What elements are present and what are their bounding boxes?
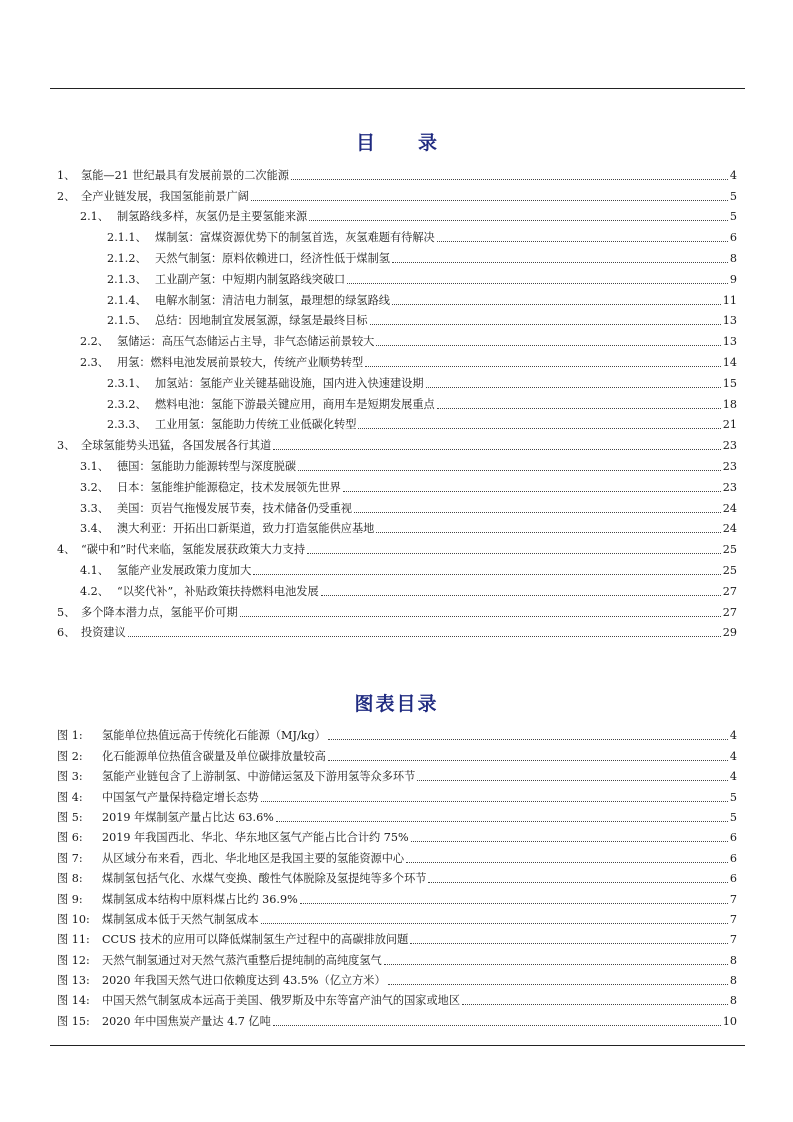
toc-entry[interactable] [0, 287, 793, 308]
figure-entry-leader [384, 964, 728, 965]
figure-entry-number: 图 2: [57, 749, 83, 763]
toc-entry-title: “以奖代补”，补贴政策扶持燃料电池发展 [117, 584, 319, 598]
toc-entry[interactable] [0, 599, 793, 620]
figure-entry-page: 10 [722, 1014, 737, 1028]
figure-entry-page: 4 [729, 729, 737, 743]
toc-entry-title: 德国：氢能助力能源转型与深度脱碳 [117, 459, 297, 473]
toc-entry-number: 3.1、 [80, 459, 109, 473]
figure-entry[interactable] [0, 907, 793, 927]
figure-entry[interactable] [0, 723, 793, 743]
toc-entry-title: 工业用氢：氢能助力传统工业低碳化转型 [155, 418, 357, 432]
figure-entry-number: 图 7: [57, 851, 83, 865]
figure-entry-page: 6 [729, 831, 737, 845]
toc-entry-leader [251, 200, 728, 201]
toc-entry-number: 2.1、 [80, 210, 109, 224]
figure-entry-title: 煤制氢成本低于天然气制氢成本 [102, 912, 259, 926]
toc-entry[interactable] [0, 370, 793, 391]
toc-entry[interactable] [0, 349, 793, 370]
toc-entry-title: 制氢路线多样，灰氢仍是主要氢能来源 [117, 210, 308, 224]
figure-entry-title: 从区域分布来看，西北、华北地区是我国主要的氢能资源中心 [102, 851, 405, 865]
figure-entry-number: 图 1: [57, 729, 83, 743]
figure-entry[interactable] [0, 743, 793, 763]
toc-entry-leader [128, 636, 721, 637]
toc-entry-leader [437, 241, 728, 242]
toc-entry-title: 日本：氢能维护能源稳定，技术发展领先世界 [117, 480, 341, 494]
figure-entry[interactable] [0, 866, 793, 886]
toc-entry-title: 加氢站：氢能产业关键基础设施，国内进入快速建设期 [155, 376, 424, 390]
toc-title: 目 录 [355, 132, 449, 154]
figure-entry[interactable] [0, 947, 793, 967]
figure-entry[interactable] [0, 764, 793, 784]
toc-entry-number: 2.1.1、 [107, 231, 147, 245]
list-of-figures [0, 723, 793, 1029]
toc-entry-page: 5 [729, 210, 737, 224]
figure-entry-leader [261, 801, 728, 802]
figure-entry-title: 天然气制氢通过对天然气蒸汽重整后提纯制的高纯度氢气 [102, 953, 382, 967]
toc-entry-number: 2.3.3、 [107, 418, 147, 432]
figure-entry-page: 6 [729, 872, 737, 886]
toc-entry-leader [343, 491, 721, 492]
toc-entry-title: 全产业链发展，我国氢能前景广阔 [81, 189, 249, 203]
toc-entry-leader [354, 512, 721, 513]
toc-entry-page: 5 [729, 189, 737, 203]
toc-entry-number: 4.2、 [80, 584, 109, 598]
figures-title: 图表目录 [354, 693, 439, 715]
toc-entry-page: 25 [722, 543, 737, 557]
toc-entry-title: 美国：页岩气拖慢发展节奏，技术储备仍受重视 [117, 501, 352, 515]
toc-entry-title: 总结：因地制宜发展氢源，绿氢是最终目标 [155, 314, 368, 328]
figure-entry[interactable] [0, 805, 793, 825]
toc-entry[interactable] [0, 224, 793, 245]
toc-entry-title: 全球氢能势头迅猛，各国发展各行其道 [81, 439, 272, 453]
toc-entry-title: 燃料电池：氢能下游最关键应用，商用车是短期发展重点 [155, 397, 435, 411]
figure-entry-title: 2020 年我国天然气进口依赖度达到 43.5%（亿立方米） [102, 974, 386, 988]
toc-entry[interactable] [0, 516, 793, 537]
figure-entry-leader [411, 841, 728, 842]
toc-entry-leader [240, 616, 721, 617]
toc-entry-number: 2.1.5、 [107, 314, 147, 328]
toc-entry-page: 23 [722, 459, 737, 473]
figure-entry-leader [328, 739, 728, 740]
toc-entry-title: 多个降本潜力点，氢能平价可期 [81, 605, 238, 619]
toc-entry-page: 29 [722, 626, 737, 640]
figure-entry-page: 4 [729, 749, 737, 763]
figure-entry-number: 图 11: [57, 933, 90, 947]
toc-entry-leader [358, 428, 720, 429]
figure-entry[interactable] [0, 968, 793, 988]
toc-entry-page: 27 [722, 605, 737, 619]
figure-entry-title: 氢能单位热值远高于传统化石能源（MJ/kg） [102, 729, 326, 743]
toc-entry-page: 24 [722, 522, 737, 536]
toc-entry-number: 4、 [57, 543, 76, 557]
figure-entry-number: 图 5: [57, 810, 83, 824]
toc-entry-leader [307, 553, 721, 554]
figure-entry-leader [428, 882, 727, 883]
figure-entry-leader [300, 903, 728, 904]
toc-entry-number: 3.2、 [80, 480, 109, 494]
figure-entry-leader [276, 821, 728, 822]
header-rule [50, 88, 745, 89]
toc-entry-leader [253, 574, 720, 575]
toc-entry-leader [437, 408, 721, 409]
toc-entry-leader [376, 532, 720, 533]
figure-entry-title: 氢能产业链包含了上游制氢、中游储运氢及下游用氢等众多环节 [102, 770, 416, 784]
figure-entry[interactable] [0, 886, 793, 906]
toc-entry-leader [370, 324, 721, 325]
figure-entry-title: 化石能源单位热值含碳量及单位碳排放量较高 [102, 749, 326, 763]
toc-entry-leader [376, 345, 720, 346]
toc-entry[interactable] [0, 578, 793, 599]
toc-entry-page: 13 [722, 335, 737, 349]
toc-entry-page: 14 [722, 355, 737, 369]
toc-entry-page: 25 [722, 563, 737, 577]
toc-entry-leader [291, 179, 728, 180]
figure-entry-page: 4 [729, 770, 737, 784]
figure-entry-number: 图 10: [57, 912, 90, 926]
toc-entry-page: 6 [729, 231, 737, 245]
toc-entry-number: 1、 [57, 168, 76, 182]
figure-entry[interactable] [0, 1008, 793, 1028]
toc-entry-page: 23 [722, 480, 737, 494]
toc-entry-number: 4.1、 [80, 563, 109, 577]
toc-entry-leader [273, 449, 721, 450]
figure-entry-number: 图 13: [57, 974, 90, 988]
figure-entry-leader [328, 760, 728, 761]
toc-entry-number: 2.3、 [80, 355, 109, 369]
toc-entry-page: 21 [722, 418, 737, 432]
toc-entry-number: 5、 [57, 605, 76, 619]
figure-entry-number: 图 9: [57, 892, 83, 906]
toc-entry[interactable] [0, 620, 793, 641]
toc-entry-title: 工业副产氢：中短期内制氢路线突破口 [155, 272, 346, 286]
toc-entry[interactable] [0, 308, 793, 329]
toc-entry[interactable] [0, 245, 793, 266]
toc-entry[interactable] [0, 162, 793, 183]
toc-entry-leader [426, 387, 721, 388]
toc-entry[interactable] [0, 474, 793, 495]
toc-entry[interactable] [0, 536, 793, 557]
toc-entry-number: 3、 [57, 439, 76, 453]
figure-entry-number: 图 12: [57, 953, 90, 967]
toc-entry[interactable] [0, 391, 793, 412]
toc-entry-leader [321, 595, 721, 596]
figure-entry-number: 图 14: [57, 994, 90, 1008]
toc-entry-number: 2.3.1、 [107, 376, 147, 390]
figure-entry-number: 图 4: [57, 790, 83, 804]
toc-entry[interactable] [0, 432, 793, 453]
table-of-contents [0, 162, 793, 640]
toc-entry-title: 电解水制氢：清洁电力制氢，最理想的绿氢路线 [155, 293, 390, 307]
figure-entry-page: 8 [729, 953, 737, 967]
toc-entry-title: 氢储运：高压气态储运占主导，非气态储运前景较大 [117, 335, 375, 349]
figure-entry-leader [273, 1025, 721, 1026]
figure-entry-number: 图 3: [57, 770, 83, 784]
figure-entry-number: 图 6: [57, 831, 83, 845]
figure-entry-page: 8 [729, 994, 737, 1008]
toc-entry[interactable] [0, 204, 793, 225]
figure-entry-page: 5 [729, 790, 737, 804]
toc-entry-title: 天然气制氢：原料依赖进口，经济性低于煤制氢 [155, 251, 390, 265]
figure-entry[interactable] [0, 845, 793, 865]
toc-entry[interactable] [0, 495, 793, 516]
toc-entry[interactable] [0, 453, 793, 474]
figure-entry-leader [417, 780, 728, 781]
figure-entry-page: 7 [729, 933, 737, 947]
figure-entry-leader [410, 943, 728, 944]
toc-entry[interactable] [0, 266, 793, 287]
toc-entry-number: 3.3、 [80, 501, 109, 515]
toc-entry-page: 27 [722, 584, 737, 598]
figure-entry-title: 煤制氢成本结构中原料煤占比约 36.9% [102, 892, 298, 906]
toc-entry-title: 氢能—21 世纪最具有发展前景的二次能源 [81, 168, 289, 182]
toc-entry-number: 6、 [57, 626, 76, 640]
figure-entry-page: 5 [729, 810, 737, 824]
toc-entry[interactable] [0, 328, 793, 349]
toc-entry[interactable] [0, 183, 793, 204]
toc-entry-leader [392, 304, 721, 305]
toc-entry-title: “碳中和”时代来临，氢能发展获政策大力支持 [81, 543, 306, 557]
figure-entry-title: 2019 年煤制氢产量占比达 63.6% [102, 810, 274, 824]
toc-entry-number: 2.3.2、 [107, 397, 147, 411]
toc-entry-leader [309, 220, 728, 221]
toc-entry-page: 4 [729, 168, 737, 182]
figure-entry[interactable] [0, 988, 793, 1008]
figure-entry-leader [462, 1004, 728, 1005]
figure-entry-leader [261, 923, 728, 924]
figure-entry-leader [388, 984, 728, 985]
figure-entry[interactable] [0, 927, 793, 947]
figure-entry-page: 7 [729, 912, 737, 926]
toc-entry-page: 9 [729, 272, 737, 286]
figure-entry-page: 8 [729, 974, 737, 988]
figure-entry-title: 中国氢气产量保持稳定增长态势 [102, 790, 259, 804]
toc-entry-leader [392, 262, 728, 263]
figure-entry-title: 煤制氢包括气化、水煤气变换、酸性气体脱除及氢提纯等多个环节 [102, 872, 427, 886]
figure-entry-leader [406, 862, 728, 863]
figure-entry-number: 图 8: [57, 872, 83, 886]
toc-entry-title: 氢能产业发展政策力度加大 [117, 563, 252, 577]
toc-entry-page: 15 [722, 376, 737, 390]
toc-entry-title: 投资建议 [81, 626, 126, 640]
toc-entry-leader [298, 470, 721, 471]
toc-entry-number: 2、 [57, 189, 76, 203]
figure-entry-title: CCUS 技术的应用可以降低煤制氢生产过程中的高碳排放问题 [102, 933, 409, 947]
footer-rule [50, 1045, 745, 1046]
toc-entry-number: 2.1.2、 [107, 251, 147, 265]
toc-entry-title: 用氢：燃料电池发展前景较大，传统产业顺势转型 [117, 355, 364, 369]
toc-entry-page: 11 [722, 293, 737, 307]
toc-entry-leader [347, 283, 728, 284]
toc-entry-number: 2.1.3、 [107, 272, 147, 286]
figure-entry[interactable] [0, 784, 793, 804]
toc-entry-number: 2.2、 [80, 335, 109, 349]
toc-entry-number: 2.1.4、 [107, 293, 147, 307]
toc-entry-number: 3.4、 [80, 522, 109, 536]
figure-entry-page: 6 [729, 851, 737, 865]
toc-entry-page: 8 [729, 251, 737, 265]
toc-entry-title: 澳大利亚：开拓出口新渠道，致力打造氢能供应基地 [117, 522, 375, 536]
toc-entry[interactable] [0, 412, 793, 433]
figure-entry-title: 2020 年中国焦炭产量达 4.7 亿吨 [102, 1014, 271, 1028]
toc-entry-page: 23 [722, 439, 737, 453]
figure-entry[interactable] [0, 825, 793, 845]
figure-entry-title: 2019 年我国西北、华北、华东地区氢气产能占比合计约 75% [102, 831, 409, 845]
toc-entry-title: 煤制氢：富煤资源优势下的制氢首选，灰氢难题有待解决 [155, 231, 435, 245]
toc-entry-page: 18 [722, 397, 737, 411]
toc-entry-page: 13 [722, 314, 737, 328]
toc-entry[interactable] [0, 557, 793, 578]
toc-entry-page: 24 [722, 501, 737, 515]
figure-entry-title: 中国天然气制氢成本远高于美国、俄罗斯及中东等富产油气的国家或地区 [102, 994, 461, 1008]
toc-entry-leader [365, 366, 721, 367]
figure-entry-number: 图 15: [57, 1014, 90, 1028]
figure-entry-page: 7 [729, 892, 737, 906]
